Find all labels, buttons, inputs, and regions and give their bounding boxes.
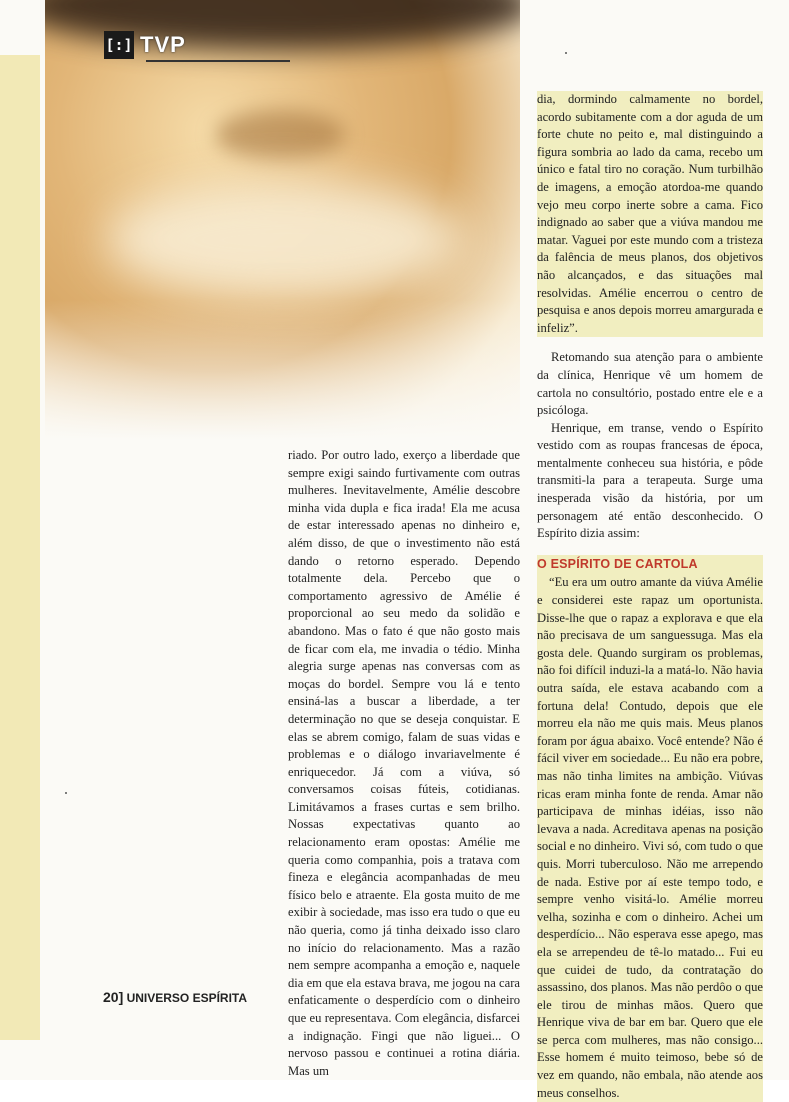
quote-2-text: “Eu era um outro amante da viúva Amélie e considerei este rapaz um oportunista. Disse-lhe que o rapaz a explorava e que ela não precisava de um sanguessuga. Mas ela gosta dele. Quando surgiram os problemas, não foi difícil induzi-la a matá-lo. Não havia outra saída, ele estava acabando com a fortuna dela! Contudo, depois que ele morreu ela não me quis mais. Meus planos foram por água abaixo. Você entende? Não é fácil viver em sociedade... Eu não era pobre, mas não tinha limites na ambição. Viúvas ricas eram minha fonte de renda. Amar não participava de minhas idéias, isso não levava a nada. Acreditava apenas na posição social e no dinheiro. Vivi só, com tudo o que quis. Morri tuberculoso. Não me arrependo de nada. Estive por aí este tempo todo, e sempre venho visitá-lo. Amélie morreu velha, sozinha e com o dinheiro. Achei um desperdício... Não esperava esse apego, mas ela se arrependeu de tê-lo matado... Fui eu que cuidei de tudo, da contratação do assassino, dos planos. Mas não perdôo o que ele tirou de minhas mãos. Quero que Henrique viva de bar em bar. Quero que ele se perca com mulheres, mas não consigo... Esse homem é muito teimoso, bebe só de vez em quando, não embala, não atende aos meus conselhos. xyxy=(537,575,763,1100)
page-footer xyxy=(103,989,247,1005)
paragraph-1: Retomando sua atenção para o ambiente da clínica, Henrique vê um homem de cartola no consultório, postado entre ele e a psicóloga. xyxy=(537,350,763,418)
page-edge-strip xyxy=(0,55,40,1040)
paragraph-2: Henrique, em transe, vendo o Espírito vestido com as roupas francesas de época, mentalmente conheceu sua história, e pôde transmiti-la para a terapeuta. Surge uma inesperada visão da história, por um personagem até então desconhecido. O Espírito dizia assim: xyxy=(537,420,763,541)
photo-sleeping-face xyxy=(45,0,520,440)
page-number: 20] xyxy=(103,989,124,1005)
article-column-right xyxy=(537,91,763,1102)
section-rule xyxy=(146,60,290,62)
magazine-name: UNIVERSO ESPÍRITA xyxy=(126,991,248,1005)
narrative-paragraphs xyxy=(537,349,763,543)
subheading: O ESPÍRITO DE CARTOLA xyxy=(537,555,763,575)
tvp-logo-icon: [:] xyxy=(104,31,134,59)
article-column-middle xyxy=(288,447,520,1080)
highlighted-quote xyxy=(537,91,763,337)
highlighted-quote-2 xyxy=(537,574,763,1102)
section-tag xyxy=(104,30,186,60)
quote-text: dia, dormindo calmamente no bordel, acordo subitamente com a dor aguda de um forte chute no peito e, mal distinguindo a figura sombria ao lado da cama, recebo um único e fatal tiro no coração. Num turbilhão de imagens, a emoção atordoa-me quando vejo meu corpo inerte sobre a cama. Fico indignado ao saber que a viúva mandou me matar. Vaguei por este mundo com a tristeza da falência de meus planos, dos objetivos não alcançados, e das situações mal resolvidas. Amélie encerrou o centro de pesquisa e anos depois morreu amargurada e infeliz”. xyxy=(537,92,763,335)
body-text: riado. Por outro lado, exerço a liberdade que sempre exigi saindo furtivamente com outras mulheres. Inevitavelmente, Amélie descobre minha vida dupla e fica irada! Ela me acusa de estar interessado apenas no dinheiro e, além disso, de que o investimento não está dando o retorno esperado. Dependo totalmente dela. Percebo que o comportamento agressivo de Amélie é proporcional ao seu medo da solidão e abandono. Mas o fato é que não gosto mais de ficar com ela, me invadia o tédio. Minha alegria surge apenas nas conversas com as moças do bordel. Sempre vou lá e tento ensiná-las a buscar a liberdade, a ter determinação no que se deseja conquistar. E elas se abrem comigo, falam de suas vidas e problemas e o diálogo invariavelmente é enriquecedor. Já com a viúva, só conversamos coisas fúteis, cotidianas. Limitávamos a frases curtas e sem brilho. Nossas expectativas quanto ao relacionamento eram opostas: Amélie me queria como companhia, pois a tratava com fineza e elegância acompanhadas de meu físico belo e atraente. Ela gosta muito de me exibir à sociedade, mas isso era tudo o que eu não queria, como já tinha deixado isso claro no início do relacionamento. Mas a razão nem sempre acompanha a emoção e, naquele dia em que ela estava brava, me jogou na cara enfaticamente o desperdício com o dinheiro que eu representava. Com elegância, disfarcei a indignação. Fingi que não liguei... O nervoso passou e continuei a rotina diária. Mas um xyxy=(288,448,520,1078)
section-label: TVP xyxy=(140,32,186,57)
